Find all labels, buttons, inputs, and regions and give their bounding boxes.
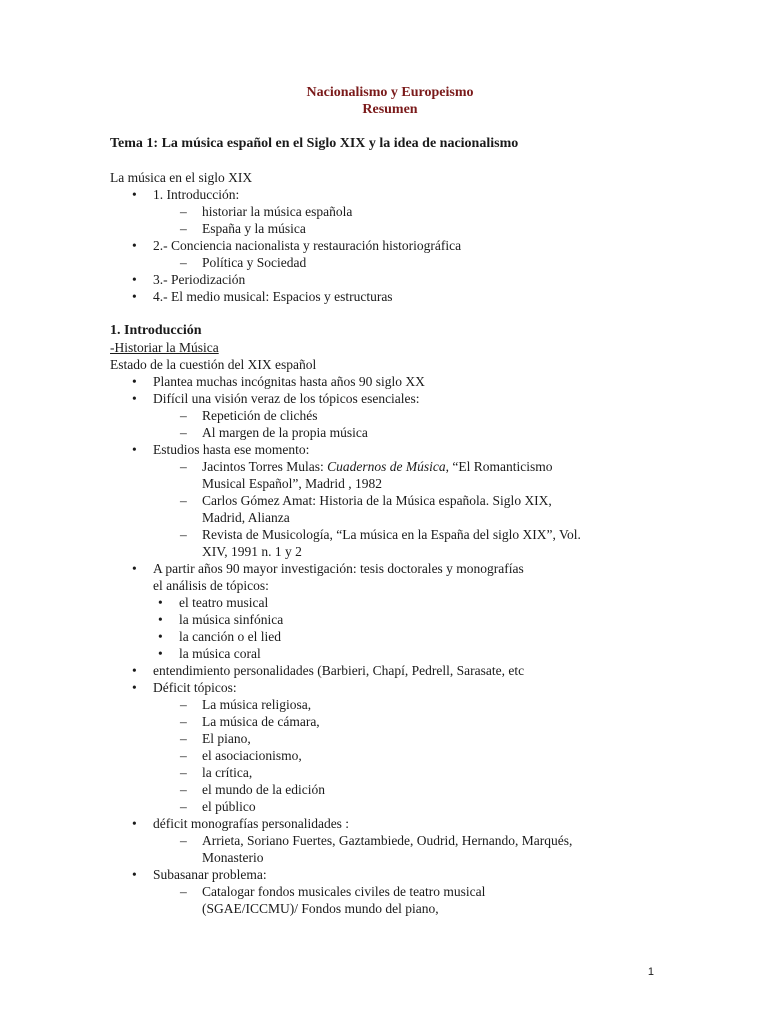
list-item-continuation: XIV, 1991 n. 1 y 2 bbox=[202, 544, 302, 559]
list-item: – historiar la música española bbox=[180, 204, 353, 219]
list-item-continuation: Musical Español”, Madrid , 1982 bbox=[202, 476, 382, 491]
list-item: • 2.- Conciencia nacionalista y restauración historiográfica bbox=[132, 238, 462, 253]
list-item: • A partir años 90 mayor investigación: tesis doctorales y monografías bbox=[132, 561, 524, 576]
tema-heading: Tema 1: La música español en el Siglo XIX y la idea de nacionalismo bbox=[110, 136, 519, 151]
list-item: • 1. Introducción: bbox=[132, 187, 240, 202]
list-item: – Catalogar fondos musicales civiles de teatro musical bbox=[180, 884, 486, 899]
list-item-continuation: Madrid, Alianza bbox=[202, 510, 290, 525]
page-number: 1 bbox=[647, 966, 654, 978]
list-item: • la música sinfónica bbox=[158, 612, 284, 627]
list-item: • Plantea muchas incógnitas hasta años 90 siglo XX bbox=[132, 374, 425, 389]
list-item: – La música de cámara, bbox=[180, 714, 320, 729]
list-item: – Arrieta, Soriano Fuertes, Gaztambiede, Oudrid, Hernando, Marqués, bbox=[180, 833, 573, 848]
list-item: • Estudios hasta ese momento: bbox=[132, 442, 310, 457]
document-title: Nacionalismo y Europeismo bbox=[306, 85, 474, 100]
list-item: – el mundo de la edición bbox=[180, 782, 325, 797]
list-item: • 4.- El medio musical: Espacios y estructuras bbox=[132, 289, 393, 304]
list-item: – Al margen de la propia música bbox=[180, 425, 368, 440]
list-item: • el teatro musical bbox=[158, 595, 269, 610]
list-item: – El piano, bbox=[180, 731, 251, 746]
list-item: – Política y Sociedad bbox=[180, 255, 307, 270]
list-item: • entendimiento personalidades (Barbieri, Chapí, Pedrell, Sarasate, etc bbox=[132, 663, 525, 678]
list-item: – Carlos Gómez Amat: Historia de la Música española. Siglo XIX, bbox=[180, 493, 552, 508]
list-item-continuation: Monasterio bbox=[202, 850, 264, 865]
list-item: – Jacintos Torres Mulas: Cuadernos de Música, “El Romanticismo bbox=[180, 459, 553, 474]
list-item: • Déficit tópicos: bbox=[132, 680, 237, 695]
list-item: – Repetición de clichés bbox=[180, 408, 318, 423]
list-item: – el asociacionismo, bbox=[180, 748, 302, 763]
document-subtitle: Resumen bbox=[362, 102, 418, 117]
list-item: • Difícil una visión veraz de los tópicos esenciales: bbox=[132, 391, 420, 406]
list-item: – la crítica, bbox=[180, 765, 253, 780]
list-item: • déficit monografías personalidades : bbox=[132, 816, 350, 831]
list-item: • 3.- Periodización bbox=[132, 272, 246, 287]
section-subheading: -Historiar la Música bbox=[110, 340, 219, 355]
list-item: – el público bbox=[180, 799, 256, 814]
list-item: • la música coral bbox=[158, 646, 261, 661]
list-item: – España y la música bbox=[180, 221, 306, 236]
list-item: – La música religiosa, bbox=[180, 697, 312, 712]
list-item-continuation: el análisis de tópicos: bbox=[153, 578, 269, 593]
paragraph: Estado de la cuestión del XIX español bbox=[110, 357, 317, 372]
list-item: • Subasanar problema: bbox=[132, 867, 267, 882]
list-item-continuation: (SGAE/ICCMU)/ Fondos mundo del piano, bbox=[202, 901, 439, 916]
document-page bbox=[110, 84, 670, 917]
section-heading: 1. Introducción bbox=[110, 323, 202, 338]
list-item: • la canción o el lied bbox=[158, 629, 281, 644]
list-item: – Revista de Musicología, “La música en la España del siglo XIX”, Vol. bbox=[180, 527, 581, 542]
outline-intro: La música en el siglo XIX bbox=[110, 170, 253, 185]
